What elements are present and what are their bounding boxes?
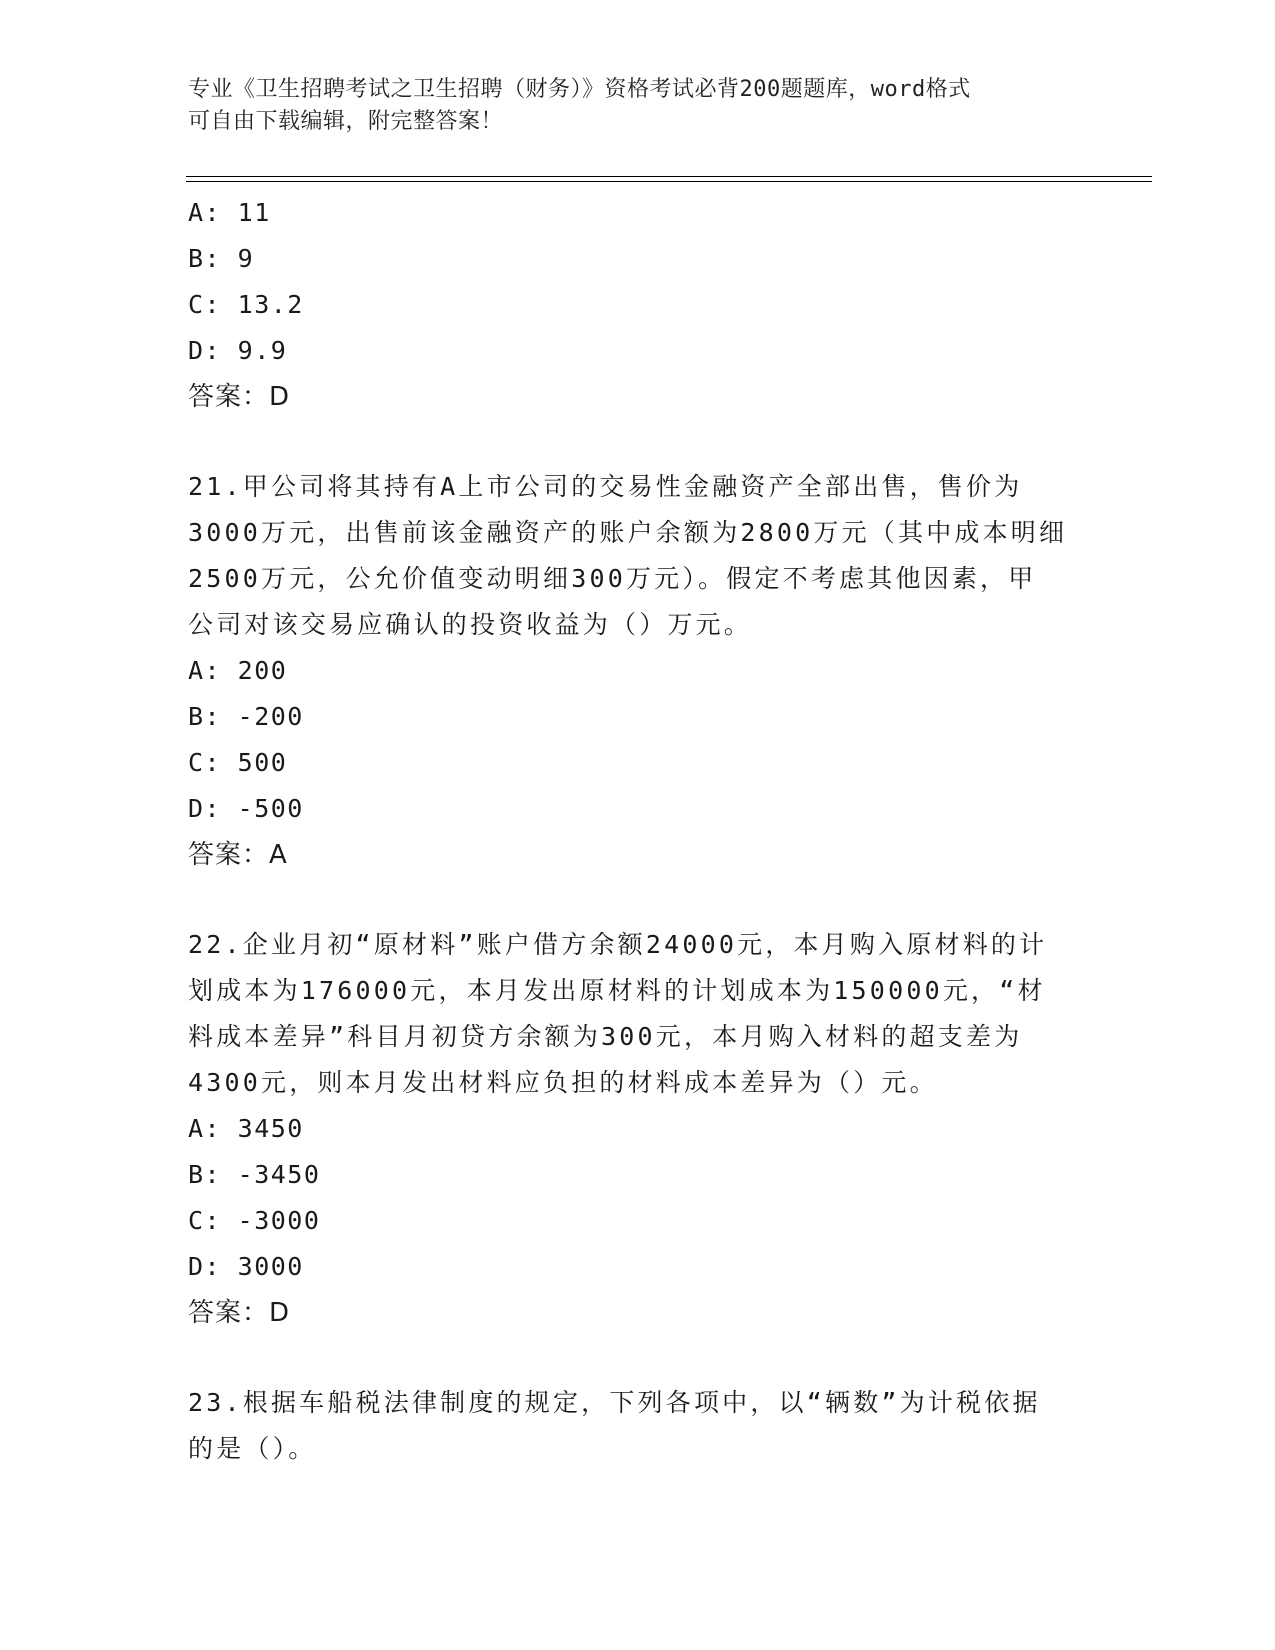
question-text-line: 划成本为176000元，本月发出原材料的计划成本为150000元，“材 (188, 976, 1046, 1005)
question-text-line: 4300元，则本月发出材料应负担的材料成本差异为（）元。 (188, 1068, 938, 1097)
header-line: 可自由下载编辑，附完整答案！ (188, 109, 504, 134)
answer-line: 答案：D (188, 1298, 291, 1328)
option-b: B: -200 (188, 702, 304, 731)
header-divider (186, 181, 1152, 182)
option-d: D: 3000 (188, 1252, 304, 1281)
document-header (188, 74, 1088, 138)
question-text-line: 2500万元，公允价值变动明细300万元）。假定不考虑其他因素，甲 (188, 564, 1037, 593)
option-d: D: -500 (188, 794, 304, 823)
option-a: A: 3450 (188, 1114, 304, 1143)
header-divider (186, 176, 1152, 177)
question-text-line: 21.甲公司将其持有A上市公司的交易性金融资产全部出售，售价为 (188, 472, 1023, 501)
question-block (188, 190, 1108, 420)
option-b: B: -3450 (188, 1160, 321, 1189)
question-text-line: 公司对该交易应确认的投资收益为（）万元。 (188, 610, 753, 639)
question-block (188, 464, 1108, 878)
option-b: B: 9 (188, 244, 255, 273)
question-text-line: 料成本差异”科目月初贷方余额为300元，本月购入材料的超支差为 (188, 1022, 1023, 1051)
header-line: 专业《卫生招聘考试之卫生招聘（财务）》资格考试必背200题题库，word格式 (188, 77, 971, 102)
question-text-line: 3000万元，出售前该金融资产的账户余额为2800万元（其中成本明细 (188, 518, 1068, 547)
document-body (188, 190, 1108, 1472)
question-text-line: 22.企业月初“原材料”账户借方余额24000元，本月购入原材料的计 (188, 930, 1048, 959)
answer-line: 答案：D (188, 382, 291, 412)
option-c: C: 13.2 (188, 290, 304, 319)
option-a: A: 11 (188, 198, 271, 227)
option-c: C: -3000 (188, 1206, 321, 1235)
answer-line: 答案：A (188, 840, 288, 870)
question-text-line: 23.根据车船税法律制度的规定，下列各项中，以“辆数”为计税依据 (188, 1388, 1041, 1417)
option-c: C: 500 (188, 748, 288, 777)
option-a: A: 200 (188, 656, 288, 685)
question-text-line: 的是（）。 (188, 1434, 317, 1463)
option-d: D: 9.9 (188, 336, 288, 365)
question-block (188, 1380, 1108, 1472)
question-block (188, 922, 1108, 1336)
